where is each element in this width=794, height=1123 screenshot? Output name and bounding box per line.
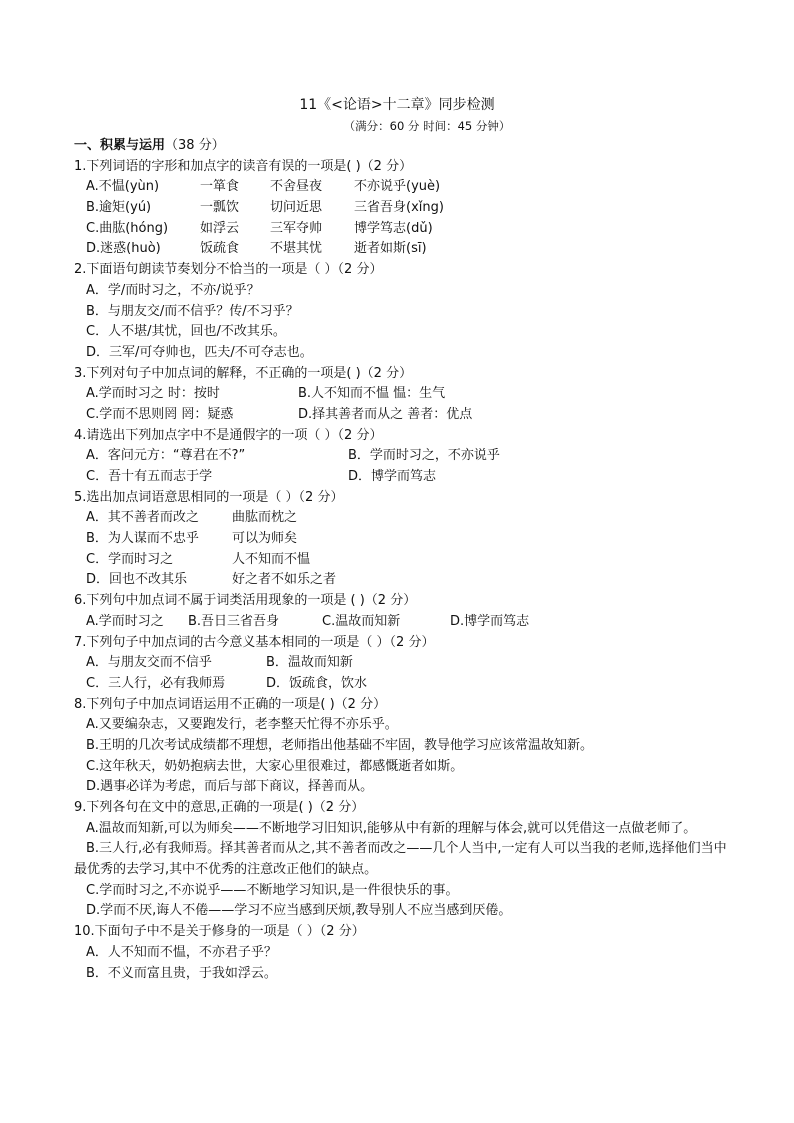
option-cell: 博学笃志(dǔ) <box>354 220 433 236</box>
option-row <box>74 384 734 405</box>
option-cell: B．学而时习之，不亦说乎 <box>348 448 500 464</box>
option-cell: 切问近思 <box>270 200 323 216</box>
option-cell: 逝者如斯(sī) <box>354 241 427 257</box>
option-cell: C．学而时习之 <box>86 551 174 567</box>
option-line: D.遇事必详为考虑，而后与部下商议，择善而从。 <box>86 779 374 795</box>
option-line: B.王明的几次考试成绩都不理想，老师指出他基础不牢固，教导他学习应该常温故知新。 <box>86 737 594 753</box>
option-line: C.这年秋天，奶奶抱病去世，大家心里很难过，都感慨逝者如斯。 <box>86 758 464 774</box>
option-row <box>74 239 734 260</box>
question-stem: 6.下列句中加点词不属于词类活用现象的一项是 ( )（2 分） <box>74 593 417 609</box>
option-cell: 不堪其忧 <box>270 241 323 257</box>
question-stem: 1.下列词语的字形和加点字的读音有误的一项是( )（2 分） <box>74 158 413 174</box>
option-cell: C.学而不思则罔 罔：疑惑 <box>86 406 234 422</box>
page-title: 11《<论语>十二章》同步检测 <box>299 97 495 113</box>
option-cell: B．温故而知新 <box>266 655 353 671</box>
option-line: D.学而不厌,诲人不倦——学习不应当感到厌烦,教导别人不应当感到厌倦。 <box>86 903 512 919</box>
option-cell: B.吾日三省吾身 <box>188 613 280 629</box>
option-cell: 曲肱而枕之 <box>232 510 298 526</box>
option-cell: A．其不善者而改之 <box>86 510 199 526</box>
option-row <box>74 219 734 240</box>
option-row <box>74 405 734 426</box>
option-paragraph: A.温故而知新,可以为师矣——不断地学习旧知识,能够从中有新的理解与体会,就可以凭借这一点做老师了。 <box>86 820 697 836</box>
option-cell: 一瓢饮 <box>200 200 240 216</box>
option-row <box>74 570 734 591</box>
option-cell: C．三人行，必有我师焉 <box>86 675 226 691</box>
option-row <box>74 446 734 467</box>
option-cell: A．客问元方：“尊君在不?” <box>86 448 246 464</box>
option-cell: 可以为师矣 <box>232 531 298 547</box>
page-subtitle: （满分：60 分 时间：45 分钟） <box>343 119 511 133</box>
question-stem: 4.请选出下列加点字中不是通假字的一项（ ）（2 分） <box>74 427 383 443</box>
section-label: 一、积累与运用 <box>74 138 166 153</box>
option-row <box>74 612 734 633</box>
question-stem: 7.下列句子中加点词的古今意义基本相同的一项是（ ）（2 分） <box>74 634 435 650</box>
option-cell: 不亦说乎(yuè) <box>354 179 441 195</box>
question-stem: 2.下面语句朗读节奏划分不恰当的一项是（ ）（2 分） <box>74 262 383 278</box>
option-cell: 如浮云 <box>200 220 240 236</box>
question-stem: 3.下列对句子中加点词的解释，不正确的一项是( )（2 分） <box>74 365 413 381</box>
option-line: B．不义而富且贵，于我如浮云。 <box>86 965 277 981</box>
option-row <box>74 198 734 219</box>
option-cell: 一箪食 <box>200 179 240 195</box>
option-row <box>74 177 734 198</box>
option-cell: 三省吾身(xǐng) <box>354 200 444 216</box>
option-cell: A.不愠(yùn) <box>86 179 160 195</box>
option-line: A．学/而时习之，不亦/说乎？ <box>86 282 260 298</box>
option-cell: A.学而时习之 时：按时 <box>86 386 220 402</box>
question-stem: 8.下列句子中加点词语运用不正确的一项是( )（2 分） <box>74 696 387 712</box>
section-score: （38 分） <box>165 138 225 153</box>
option-cell: 三军夺帅 <box>270 220 323 236</box>
option-cell: B．为人谋而不忠乎 <box>86 531 199 547</box>
option-cell: 好之者不如乐之者 <box>232 572 337 588</box>
option-cell: A．与朋友交而不信乎 <box>86 655 212 671</box>
option-row <box>74 653 734 674</box>
option-cell: D.择其善者而从之 善者：优点 <box>298 406 473 422</box>
option-row <box>74 674 734 695</box>
option-paragraph: B.三人行,必有我师焉。择其善者而从之,其不善者而改之——几个人当中,一定有人可以当我的老师,选择他们当中最优秀的去学习,其中不优秀的注意改正他们的缺点。 <box>74 841 727 878</box>
option-line: D．三军/可夺帅也，匹夫/不可夺志也。 <box>86 344 313 360</box>
option-line: B．与朋友交/而不信乎？传/不习乎？ <box>86 303 299 319</box>
option-cell: 不舍昼夜 <box>270 179 323 195</box>
option-row <box>74 508 734 529</box>
option-cell: 人不知而不愠 <box>232 551 311 567</box>
option-line: A．人不知而不愠，不亦君子乎？ <box>86 944 277 960</box>
question-stem: 10.下面句子中不是关于修身的一项是（ ）（2 分） <box>74 924 365 940</box>
question-stem: 5.选出加点词语意思相同的一项是（ ）（2 分） <box>74 489 344 505</box>
question-stem: 9.下列各句在文中的意思,正确的一项是( )（2 分） <box>74 800 365 815</box>
option-row <box>74 550 734 571</box>
option-cell: D．博学而笃志 <box>348 469 437 484</box>
document-body <box>74 136 734 984</box>
option-cell: B.人不知而不愠 愠：生气 <box>298 386 446 402</box>
option-row <box>74 467 734 488</box>
option-cell: D．饭疏食，饮水 <box>266 675 368 691</box>
section-heading <box>74 136 734 157</box>
option-line: C．人不堪/其忧，回也/不改其乐。 <box>86 324 286 340</box>
option-line: C.学而时习之,不亦说乎——不断地学习知识,是一件很快乐的事。 <box>86 882 459 898</box>
option-cell: B.逾矩(yú) <box>86 200 152 216</box>
option-cell: C.温故而知新 <box>322 613 401 629</box>
option-line: A.又要编杂志，又要跑发行，老李整天忙得不亦乐乎。 <box>86 717 398 733</box>
option-cell: A.学而时习之 <box>86 613 164 629</box>
option-row <box>74 529 734 550</box>
option-cell: D.博学而笃志 <box>450 613 530 629</box>
option-cell: D．回也不改其乐 <box>86 572 188 588</box>
option-cell: D.迷惑(huò) <box>86 241 161 257</box>
option-cell: 饭疏食 <box>200 241 240 257</box>
option-cell: C．吾十有五而志于学 <box>86 469 213 484</box>
option-cell: C.曲肱(hóng) <box>86 220 169 236</box>
